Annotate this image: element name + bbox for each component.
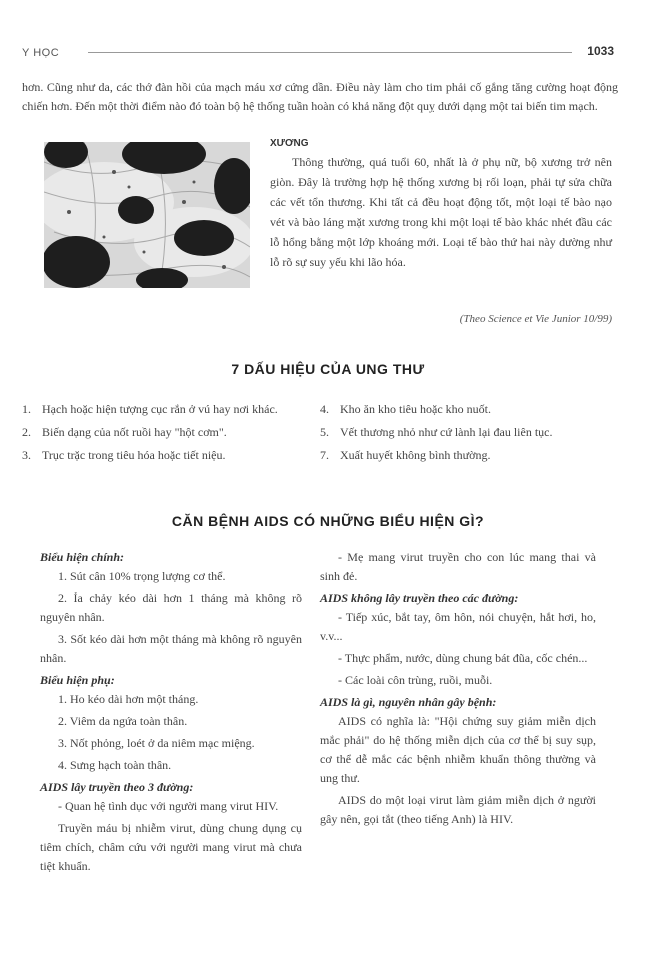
item-number: 4. [320, 402, 329, 416]
paragraph: - Thực phẩm, nước, dùng chung bát đũa, cốc chén... [338, 651, 588, 665]
item-text: Hạch hoặc hiện tượng cục rắn ở vú hay nơi khác. [42, 402, 278, 416]
item-number: 2. [22, 425, 31, 439]
paragraph: 4. Sưng hạch toàn thân. [58, 758, 172, 772]
cancer-signs-right-column [320, 400, 610, 469]
paragraph: AIDS có nghĩa là: "Hội chứng suy giảm miễn dịch mắc phải" do hệ thống miễn dịch của cơ thể bị suy sụp, cơ thể dễ mắc các bệnh nhiễm khuẩn thông thường và ung thư. [320, 714, 596, 785]
bone-texture-graphic [44, 142, 250, 288]
paragraph: 2. Ỉa chảy kéo dài hơn 1 tháng mà không rõ nguyên nhân. [40, 591, 302, 624]
paragraph: - Mẹ mang virut truyền cho con lúc mang thai và sinh đẻ. [320, 550, 596, 583]
item-number: 3. [22, 448, 31, 462]
item-number: 7. [320, 448, 329, 462]
paragraph: Truyền máu bị nhiễm virut, dùng chung dụng cụ tiêm chích, châm cứu với người mang virut mà chưa tiệt khuẩn. [40, 821, 302, 873]
list-item [320, 400, 610, 419]
list-item [22, 423, 300, 442]
header-rule [88, 52, 572, 53]
item-text: Xuất huyết không bình thường. [340, 448, 491, 462]
paragraph: 3. Nốt phỏng, loét ở da niêm mạc miệng. [58, 736, 255, 750]
aids-left-column [40, 548, 302, 879]
subheading: Biểu hiện phụ: [40, 673, 115, 687]
subheading: AIDS là gì, nguyên nhân gây bệnh: [320, 695, 497, 709]
item-text: Biến dạng của nốt ruồi hay "hột cơm". [42, 425, 227, 439]
paragraph: 1. Sút cân 10% trọng lượng cơ thể. [58, 569, 226, 583]
item-text: Vết thương nhỏ như cứ lành lại đau liên tục. [340, 425, 553, 439]
bone-micrograph-image [44, 142, 250, 288]
item-number: 5. [320, 425, 329, 439]
intro-paragraph: hơn. Cũng như da, các thớ đàn hồi của mạch máu xơ cứng dần. Điều này làm cho tim phải cố gắng tăng cường hoạt động chiến hơn. Đến một thời điểm nào đó toàn bộ hệ thống tuần hoàn có khả năng đột quỵ dưới dạng một tai biến tim mạch. [22, 80, 618, 113]
page-number: 1033 [587, 44, 614, 58]
bone-source-citation: (Theo Science et Vie Junior 10/99) [459, 313, 612, 325]
bone-section-title: XƯƠNG [270, 138, 309, 149]
subheading: Biểu hiện chính: [40, 550, 125, 564]
item-text: Trục trặc trong tiêu hóa hoặc tiết niệu. [42, 448, 226, 462]
list-item [320, 423, 610, 442]
list-item [320, 446, 610, 465]
list-item [22, 446, 300, 465]
paragraph: 2. Viêm da ngứa toàn thân. [58, 714, 188, 728]
subheading: AIDS không lây truyền theo các đường: [320, 591, 519, 605]
bone-paragraph: Thông thường, quá tuổi 60, nhất là ở phụ nữ, bộ xương trở nên giòn. Đây là trường hợp hệ thống xương bị rối loạn, phải tự sửa chữa các vết tổn thương. Khi tất cả đều hoạt động tốt, một loại tế bào nạo vét và bào láng mặt xương trong khi một loại tế bào khác nhét đầu các lỗ hổng bằng một lớp khoáng mới. Loại tế bào thứ hai này dường như lỗ rõ sự suy yếu khi lão hóa. [270, 155, 612, 269]
paragraph: AIDS do một loại virut làm giảm miễn dịch ở người gây nên, gọi tắt (theo tiếng Anh) là HIV. [320, 793, 596, 826]
item-number: 1. [22, 402, 31, 416]
aids-right-column [320, 548, 596, 832]
cancer-signs-left-column [22, 400, 300, 469]
subheading: AIDS lây truyền theo 3 đường: [40, 780, 194, 794]
list-item [22, 400, 300, 419]
cancer-section-title: 7 DẤU HIỆU CỦA UNG THƯ [231, 361, 425, 377]
item-text: Kho ăn kho tiêu hoặc kho nuốt. [340, 402, 491, 416]
paragraph: 3. Sốt kéo dài hơn một tháng mà không rõ nguyên nhân. [40, 632, 302, 665]
aids-section-title: CĂN BỆNH AIDS CÓ NHỮNG BIỂU HIỆN GÌ? [171, 513, 485, 529]
paragraph: - Tiếp xúc, bắt tay, ôm hôn, nói chuyện, hắt hơi, ho, v.v... [320, 610, 596, 643]
paragraph: - Các loài côn trùng, ruồi, muỗi. [338, 673, 493, 687]
running-header: Y HỌC [22, 47, 60, 59]
paragraph: - Quan hệ tình dục với người mang virut HIV. [58, 799, 279, 813]
paragraph: 1. Ho kéo dài hơn một tháng. [58, 692, 199, 706]
